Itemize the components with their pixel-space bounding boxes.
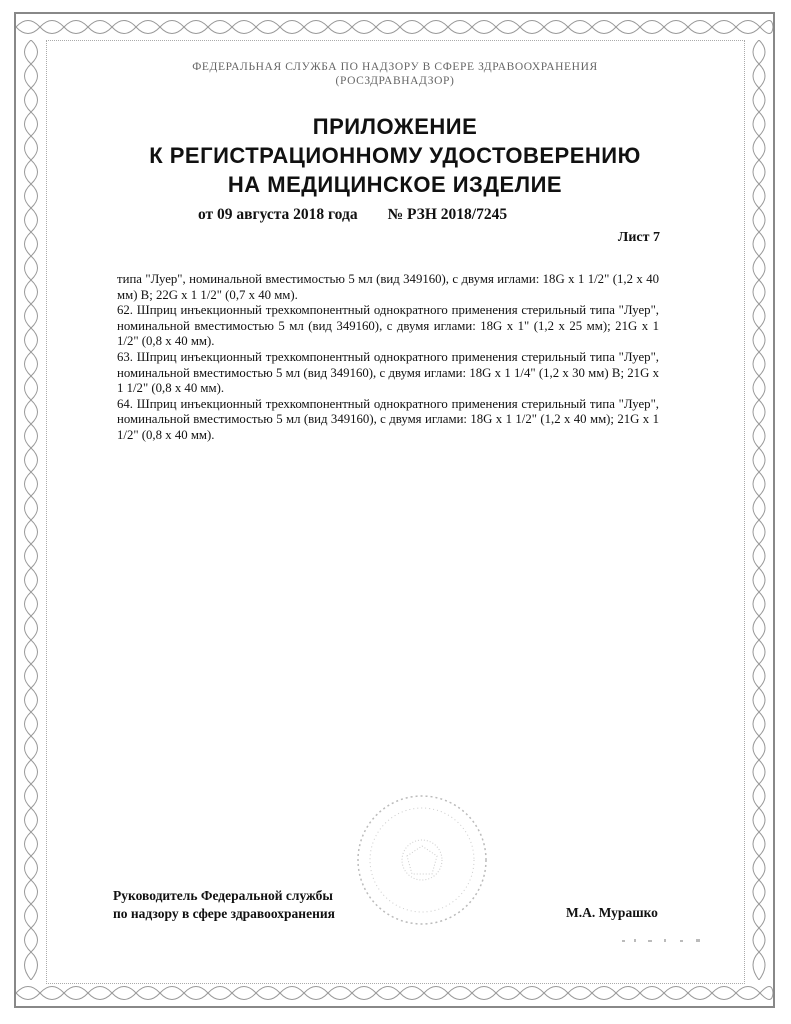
document-date: от 09 августа 2018 года <box>198 206 358 223</box>
list-item: типа "Луер", номинальной вместимостью 5 мл (вид 349160), с двумя иглами: 18G x 1 1/2" (1,2 x 40 мм) B; 22G x 1 1/2" (0,7 x 40 мм). <box>117 272 659 302</box>
signer-position-line-1: Руководитель Федеральной службы <box>113 888 333 903</box>
title-line-1: ПРИЛОЖЕНИЕ <box>312 114 478 139</box>
sheet-number: Лист 7 <box>617 230 660 245</box>
device-list <box>117 272 659 444</box>
registration-number: № РЗН 2018/7245 <box>387 206 508 223</box>
scan-noise <box>620 936 710 946</box>
official-seal <box>352 790 492 930</box>
title-line-3: НА МЕДИЦИНСКОЕ ИЗДЕЛИЕ <box>227 172 563 197</box>
signer-name: М.А. Мурашко <box>566 905 658 920</box>
date-number-line <box>198 206 618 224</box>
list-item: 64. Шприц инъекционный трехкомпонентный однократного применения стерильный типа "Луер", номинальной вместимостью 5 мл (вид 349160), с двумя иглами: 18G x 1 1/2" (1,2 x 40 мм); 21G x 1 1/2" (0,8 x 40 мм). <box>117 396 659 442</box>
signer-position <box>113 887 373 923</box>
list-item: 62. Шприц инъекционный трехкомпонентный однократного применения стерильный типа "Луер", номинальной вместимостью 5 мл (вид 349160), с двумя иглами: 18G x 1" (1,2 x 25 мм); 21G x 1 1/2" (0,8 x 40 мм). <box>117 303 659 349</box>
signer-position-line-2: по надзору в сфере здравоохранения <box>113 906 335 921</box>
agency-short-name: (РОСЗДРАВНАДЗОР) <box>335 75 455 87</box>
list-item: 63. Шприц инъекционный трехкомпонентный однократного применения стерильный типа "Луер", номинальной вместимостью 5 мл (вид 349160), с двумя иглами: 18G x 1 1/4" (1,2 x 30 мм) B; 21G x 1 1/2" (0,8 x 40 мм). <box>117 349 659 396</box>
document-title <box>80 112 710 199</box>
agency-header <box>100 60 690 88</box>
agency-name: ФЕДЕРАЛЬНАЯ СЛУЖБА ПО НАДЗОРУ В СФЕРЕ ЗДРАВООХРАНЕНИЯ <box>192 61 598 73</box>
title-line-2: К РЕГИСТРАЦИОННОМУ УДОСТОВЕРЕНИЮ <box>149 143 641 168</box>
